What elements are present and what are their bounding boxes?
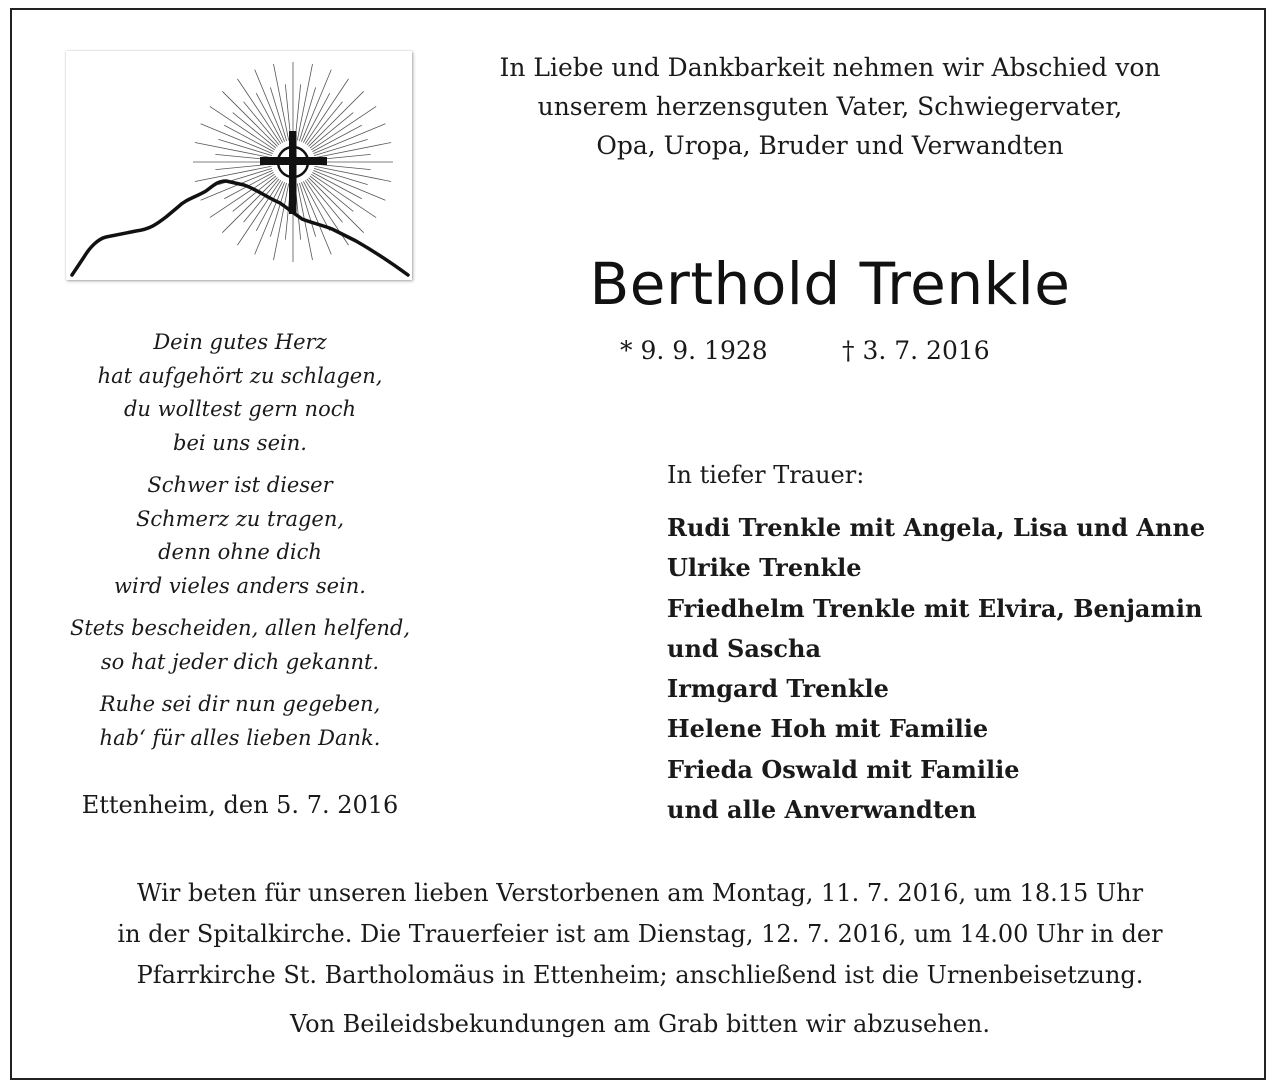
intro-text	[450, 48, 1210, 165]
mourner-line: und Sascha	[667, 633, 822, 663]
intro-line: unserem herzensguten Vater, Schwiegervater,	[537, 92, 1123, 121]
service-line: Wir beten für unseren lieben Verstorbenen am Montag, 11. 7. 2016, um 18.15 Uhr	[136, 879, 1144, 907]
mourning-label: In tiefer Trauer:	[667, 461, 865, 489]
intro-line: In Liebe und Dankbarkeit nehmen wir Abschied von	[499, 53, 1161, 82]
mourner-line: und alle Anverwandten	[667, 795, 977, 825]
birth-date: * 9. 9. 1928	[620, 336, 768, 365]
condolences-note: Von Beileidsbekundungen am Grab bitten wir abzusehen.	[290, 1010, 990, 1038]
light-ray	[313, 170, 385, 200]
verse-line: du wolltest gern noch	[123, 397, 356, 421]
service-info	[40, 873, 1240, 996]
mourner-line: Ulrike Trenkle	[667, 553, 862, 583]
light-ray	[222, 91, 277, 146]
verse-stanza	[40, 469, 440, 603]
light-ray	[301, 70, 331, 142]
light-ray	[301, 182, 331, 254]
verse-line: wird vieles anders sein.	[114, 573, 366, 598]
memorial-verse	[40, 326, 440, 764]
cross-emblem	[66, 51, 412, 280]
service-line: in der Spitalkirche. Die Trauerfeier ist am Dienstag, 12. 7. 2016, um 14.00 Uhr in der	[117, 920, 1163, 948]
mourner-line: Helene Hoh mit Familie	[667, 714, 989, 744]
verse-line: hab‘ für alles lieben Dank.	[99, 725, 381, 750]
verse-line: Ruhe sei dir nun gegeben,	[99, 692, 381, 716]
life-dates	[620, 334, 990, 368]
light-ray	[309, 91, 364, 146]
verse-stanza	[40, 688, 440, 755]
verse-stanza	[40, 612, 440, 679]
mourner-line: Rudi Trenkle mit Angela, Lisa und Anne	[667, 513, 1206, 542]
verse-line: so hat jeder dich gekannt.	[100, 649, 380, 674]
intro-line: Opa, Uropa, Bruder und Verwandten	[596, 131, 1064, 160]
light-ray	[201, 124, 273, 154]
verse-line: denn ohne dich	[158, 540, 322, 564]
verse-line: Dein gutes Herz	[153, 330, 327, 354]
light-ray	[255, 70, 285, 142]
verse-line: Schwer ist dieser	[147, 473, 333, 497]
mourner-line: Irmgard Trenkle	[667, 674, 889, 704]
verse-line: Schmerz zu tragen,	[135, 506, 345, 531]
verse-line: Stets bescheiden, allen helfend,	[69, 616, 411, 640]
death-date: † 3. 7. 2016	[842, 336, 990, 365]
verse-stanza	[40, 326, 440, 460]
verse-line: bei uns sein.	[173, 430, 307, 455]
deceased-name: Berthold Trenkle	[589, 250, 1071, 318]
cross-on-mountain-icon	[66, 51, 412, 280]
place-date: Ettenheim, den 5. 7. 2016	[81, 791, 399, 819]
verse-line: hat aufgehört zu schlagen,	[97, 363, 383, 388]
mourner-line: Frieda Oswald mit Familie	[667, 754, 1020, 784]
mourner-line: Friedhelm Trenkle mit Elvira, Benjamin	[667, 593, 1203, 623]
mourners-list	[667, 508, 1205, 830]
light-ray	[313, 124, 385, 154]
service-line: Pfarrkirche St. Bartholomäus in Ettenheim; anschließend ist die Urnenbeisetzung.	[136, 961, 1144, 989]
